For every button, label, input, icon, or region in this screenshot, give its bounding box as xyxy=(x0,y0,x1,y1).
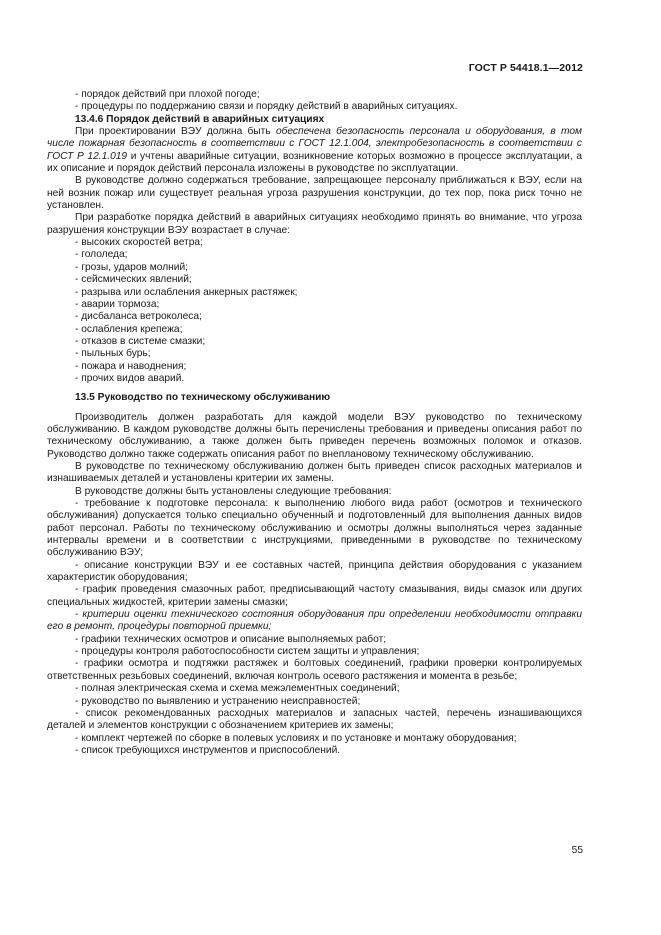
list-item: - описание конструкции ВЭУ и ее составных частей, принципа действия оборудования с указанием характеристик оборудования; xyxy=(47,559,582,584)
list-item: - комплект чертежей по сборке в полевых условиях и по установке и монтажу оборудования; xyxy=(75,732,517,744)
section-heading: 13.5 Руководство по техническому обслуживанию xyxy=(75,392,331,404)
list-item: - процедуры по поддержанию связи и порядку действий в аварийных ситуациях. xyxy=(75,101,458,113)
page-number: 55 xyxy=(571,845,583,856)
paragraph xyxy=(47,609,582,634)
list-item: - грозы, ударов молний; xyxy=(75,261,188,273)
list-item: - дисбаланса ветроколеса; xyxy=(75,311,202,323)
paragraph xyxy=(47,126,582,175)
list-item: - аварии тормоза; xyxy=(75,298,160,310)
list-item: - список рекомендованных расходных материалов и запасных частей, перечень изнашивающихся деталей и элементов конструкции с обозначением критериев их замены; xyxy=(47,707,582,732)
section-heading: 13.4.6 Порядок действий в аварийных ситуациях xyxy=(75,113,325,125)
italic-text: обеспечена безопасность персонала и оборудования, в том числе пожарная безопасность в соответствии с ГОСТ 12.1.004, электробезопасность в соответствии с ГОСТ Р 12.1.019 xyxy=(47,126,583,162)
list-item: - пыльных бурь; xyxy=(75,348,151,360)
list-item: - графики технических осмотров и описание выполняемых работ; xyxy=(75,633,387,645)
paragraph: В руководстве по техническому обслуживанию должен быть приведен список расходных материалов и изнашиваемых деталей и установлены критерии их замены. xyxy=(47,460,582,485)
list-item: - разрыва или ослабления анкерных растяжек; xyxy=(75,286,298,298)
document-body xyxy=(47,89,582,757)
paragraph: Производитель должен разработать для каждой модели ВЭУ руководство по техническому обслуживанию. В каждом руководстве должны быть перечислены требования и приведены описания работ по техническому обслуживанию, а также должен быть приведен перечень возможных поломок и отказов. Руководство должно также содержать описания работ по внеплановому техническому обслуживанию. xyxy=(47,411,582,460)
paragraph: В руководстве должны быть установлены следующие требования: xyxy=(75,485,392,497)
list-item: - пожара и наводнения; xyxy=(75,360,187,372)
list-item: - графики осмотра и подтяжки растяжек и болтовых соединений, графики проверки контролируемых ответственных резьбовых соединений, включая контроль осевого растяжения и момента в резьбе; xyxy=(47,658,582,682)
paragraph-gap xyxy=(47,405,582,412)
list-item: - сейсмических явлений; xyxy=(75,274,192,286)
list-item: - полная электрическая схема и схема межэлементных соединений; xyxy=(75,683,400,695)
paragraph: В руководстве должно содержаться требование, запрещающее персоналу приближаться к ВЭУ, если на ней возник пожар или существует реальная угроза разрушения конструкции, до тех пор, пока риск точно не установлен. xyxy=(47,175,582,212)
list-item: - требование к подготовке персонала: к выполнению любого вида работ (осмотров и технического обслуживания) допускается только специально обученный и подготовленный для выполнения данных видов работ персонал. Работы по техническому обслуживанию и осмотры должны выполняться через заданные интервалы времени и в соответствии с инструкциями, приведенными в руководстве по техническому обслуживанию ВЭУ; xyxy=(47,498,582,559)
italic-text: критерии оценки технического состояния оборудования при определении необходимости отправки его в ремонт, процедуры повторной приемки; xyxy=(47,609,582,633)
list-item: - процедуры контроля работоспособности систем защиты и управления; xyxy=(75,646,420,658)
text-segment: и учтены аварийные ситуации, возникновение которых возможно в процессе эксплуатации, а их описание и порядок действий персонала изложены в руководстве по эксплуатации. xyxy=(47,150,582,175)
text-segment: При проектировании ВЭУ должна быть xyxy=(75,126,276,138)
list-item: - прочих видов аварий. xyxy=(75,372,185,384)
text-segment: - xyxy=(75,609,83,621)
list-item: - порядок действий при плохой погоде; xyxy=(75,89,260,100)
list-item: - график проведения смазочных работ, предписывающий частоту смазывания, виды смазок или других специальных жидкостей, критерии замены смазки; xyxy=(47,584,582,608)
list-item: - ослабления крепежа; xyxy=(75,323,183,335)
list-item: - отказов в системе смазки; xyxy=(75,335,206,347)
list-item: - список требующихся инструментов и приспособлений. xyxy=(75,744,341,756)
list-item: - руководство по выявлению и устранению неисправностей; xyxy=(75,695,361,707)
paragraph: При разработке порядка действий в аварийных ситуациях необходимо принять во внимание, что угроза разрушения конструкции ВЭУ возрастает в случае: xyxy=(47,212,582,236)
list-item: - гололеда; xyxy=(75,249,128,261)
standard-designation: ГОСТ Р 54418.1—2012 xyxy=(468,62,583,74)
list-item: - высоких скоростей ветра; xyxy=(75,237,203,249)
